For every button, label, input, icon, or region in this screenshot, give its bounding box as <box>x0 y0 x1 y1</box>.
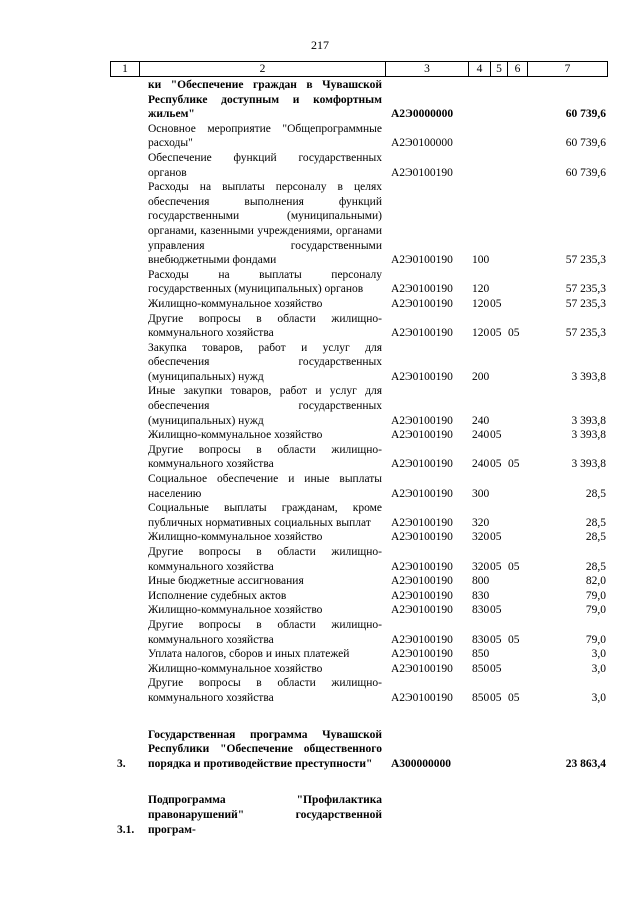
row-amount: 60 739,6 <box>565 137 606 150</box>
row-amount: 28,5 <box>585 487 606 500</box>
row-amount: 23 863,4 <box>565 757 606 770</box>
row-amount: 28,5 <box>585 516 606 529</box>
table-row <box>0 443 640 472</box>
row-expense-type: 320 <box>472 516 490 529</box>
row-subsection: 05 <box>508 560 520 573</box>
table-row <box>0 78 640 122</box>
table-row <box>0 728 640 772</box>
row-section: 05 <box>490 458 502 471</box>
row-number: 3. <box>117 757 126 770</box>
table-row <box>0 297 640 312</box>
row-expense-type: 100 <box>472 254 490 267</box>
header-col-6: 6 <box>508 62 528 76</box>
row-name: Другие вопросы в области жилищно-коммунального хозяйства <box>148 312 382 340</box>
row-expense-type: 240 <box>472 458 490 471</box>
row-expense-type: 240 <box>472 429 490 442</box>
row-amount: 57 235,3 <box>565 327 606 340</box>
table-row <box>0 574 640 589</box>
row-expense-type: 120 <box>472 327 490 340</box>
row-amount: 60 739,6 <box>565 166 606 179</box>
row-amount: 3 393,8 <box>571 458 606 471</box>
table-row <box>0 501 640 530</box>
header-col-7: 7 <box>564 63 571 75</box>
row-subsection: 05 <box>508 691 520 704</box>
row-amount: 3 393,8 <box>571 429 606 442</box>
row-target-code: А2Э0100190 <box>391 414 453 427</box>
row-amount: 79,0 <box>585 604 606 617</box>
row-expense-type: 830 <box>472 604 490 617</box>
row-amount: 3 393,8 <box>571 370 606 383</box>
row-amount: 28,5 <box>585 531 606 544</box>
row-amount: 3,0 <box>591 662 606 675</box>
row-amount: 57 235,3 <box>565 254 606 267</box>
row-section: 05 <box>490 531 502 544</box>
row-section: 05 <box>490 662 502 675</box>
table-header <box>110 61 608 77</box>
table-row <box>0 312 640 341</box>
row-expense-type: 120 <box>472 297 490 310</box>
row-name: Другие вопросы в области жилищно-коммунального хозяйства <box>148 677 382 704</box>
row-target-code: А2Э0100190 <box>391 166 453 179</box>
row-name: Другие вопросы в области жилищно-коммунального хозяйства <box>148 546 382 573</box>
table-row <box>0 603 640 618</box>
row-amount: 60 739,6 <box>565 108 606 121</box>
row-target-code: А2Э0100190 <box>391 327 453 340</box>
row-target-code: А2Э0000000 <box>391 108 454 121</box>
row-expense-type: 320 <box>472 531 490 544</box>
section-spacer <box>0 771 640 793</box>
row-name: Жилищно-коммунальное хозяйство <box>148 297 323 310</box>
row-amount: 79,0 <box>585 633 606 646</box>
table-row <box>0 180 640 268</box>
header-col-5: 5 <box>491 62 508 76</box>
row-expense-type: 800 <box>472 575 490 588</box>
table-row <box>0 618 640 647</box>
row-target-code: А2Э0100000 <box>391 137 453 150</box>
row-section: 05 <box>490 691 502 704</box>
row-name: Другие вопросы в области жилищно-коммунального хозяйства <box>148 443 382 471</box>
row-expense-type: 240 <box>472 414 490 427</box>
row-amount: 57 235,3 <box>565 283 606 296</box>
section-spacer <box>0 706 640 728</box>
row-name: Обеспечение функций государственных органов <box>148 151 382 179</box>
row-name: Иные бюджетные ассигнования <box>148 575 304 588</box>
row-section: 05 <box>490 560 502 573</box>
row-number: 3.1. <box>117 823 135 836</box>
row-target-code: А2Э0100190 <box>391 662 453 675</box>
table-row <box>0 122 640 151</box>
row-amount: 3,0 <box>591 691 606 704</box>
row-expense-type: 850 <box>472 691 490 704</box>
row-amount: 3,0 <box>591 648 606 661</box>
row-name: Жилищно-коммунальное хозяйство <box>148 429 323 442</box>
row-section: 05 <box>490 429 502 442</box>
table-row <box>0 589 640 604</box>
row-amount: 28,5 <box>585 560 606 573</box>
header-col-2: 2 <box>140 62 386 76</box>
row-target-code: А2Э0100190 <box>391 648 453 661</box>
table-row <box>0 341 640 385</box>
row-target-code: А2Э0100190 <box>391 297 453 310</box>
row-section: 05 <box>490 604 502 617</box>
row-target-code: А2Э0100190 <box>391 429 453 442</box>
row-name: Жилищно-коммунальное хозяйство <box>148 531 323 544</box>
row-name: Социальное обеспечение и иные выплаты населению <box>148 473 382 500</box>
header-col-3: 3 <box>386 62 469 76</box>
row-name: Подпрограмма "Профилактика правонарушений" государственной програм- <box>148 794 382 836</box>
table-row <box>0 268 640 297</box>
table-row <box>0 428 640 443</box>
row-name: Расходы на выплаты персоналу в целях обеспечения выполнения функций государственными (муниципальными) органами, казенными учреждениями, органами управления государственными внебюджетными фондами <box>148 181 382 267</box>
row-target-code: А2Э0100190 <box>391 604 453 617</box>
table-row <box>0 647 640 662</box>
row-section: 05 <box>490 327 502 340</box>
row-expense-type: 200 <box>472 370 490 383</box>
row-target-code: А2Э0100190 <box>391 560 453 573</box>
table-row <box>0 151 640 180</box>
row-name: Жилищно-коммунальное хозяйство <box>148 662 323 675</box>
row-target-code: А2Э0100190 <box>391 283 453 296</box>
table-row <box>0 676 640 705</box>
row-amount: 79,0 <box>585 589 606 602</box>
header-col-1: 1 <box>111 62 140 76</box>
row-target-code: А2Э0100190 <box>391 575 453 588</box>
table-row <box>0 662 640 677</box>
row-target-code: А2Э0100190 <box>391 691 453 704</box>
table-row <box>0 793 640 837</box>
row-name: Исполнение судебных актов <box>148 589 287 602</box>
row-expense-type: 120 <box>472 283 490 296</box>
row-amount: 3 393,8 <box>571 414 606 427</box>
table-row <box>0 545 640 574</box>
row-subsection: 05 <box>508 633 520 646</box>
row-name: Иные закупки товаров, работ и услуг для обеспечения государственных (муниципальных) нужд <box>148 385 382 427</box>
table-row <box>0 530 640 545</box>
row-target-code: А2Э0100190 <box>391 589 453 602</box>
budget-table-body <box>0 78 640 837</box>
row-target-code: А2Э0100190 <box>391 370 453 383</box>
row-section: 05 <box>490 297 502 310</box>
row-target-code: А2Э0100190 <box>391 516 453 529</box>
row-expense-type: 320 <box>472 560 490 573</box>
header-col-4: 4 <box>469 62 491 76</box>
row-name: Жилищно-коммунальное хозяйство <box>148 604 323 617</box>
row-target-code: А2Э0100190 <box>391 531 453 544</box>
table-row <box>0 472 640 501</box>
row-amount: 82,0 <box>585 575 606 588</box>
row-name: Государственная программа Чувашской Республики "Обеспечение общественного порядка и противодействие преступности" <box>148 728 382 770</box>
row-name: Основное мероприятие "Общепрограммные расходы" <box>148 122 382 150</box>
row-amount: 57 235,3 <box>565 297 606 310</box>
row-target-code: А2Э0100190 <box>391 633 453 646</box>
row-name: Расходы на выплаты персоналу государственных (муниципальных) органов <box>148 268 382 296</box>
row-target-code: А300000000 <box>391 757 452 770</box>
row-expense-type: 850 <box>472 648 490 661</box>
row-target-code: А2Э0100190 <box>391 458 453 471</box>
row-target-code: А2Э0100190 <box>391 254 453 267</box>
row-subsection: 05 <box>508 458 520 471</box>
page-number: 217 <box>311 38 329 52</box>
row-expense-type: 850 <box>472 662 490 675</box>
row-section: 05 <box>490 633 502 646</box>
row-expense-type: 830 <box>472 633 490 646</box>
row-name: Другие вопросы в области жилищно-коммунального хозяйства <box>148 618 382 646</box>
row-target-code: А2Э0100190 <box>391 487 453 500</box>
row-expense-type: 830 <box>472 589 490 602</box>
row-subsection: 05 <box>508 327 520 340</box>
row-name: ки "Обеспечение граждан в Чувашской Республике доступным и комфортным жильем" <box>148 79 382 121</box>
row-expense-type: 300 <box>472 487 490 500</box>
row-name: Социальные выплаты гражданам, кроме публичных нормативных социальных выплат <box>148 502 382 529</box>
row-name: Уплата налогов, сборов и иных платежей <box>148 648 350 661</box>
table-row <box>0 384 640 428</box>
row-name: Закупка товаров, работ и услуг для обеспечения государственных (муниципальных) нужд <box>148 341 382 383</box>
